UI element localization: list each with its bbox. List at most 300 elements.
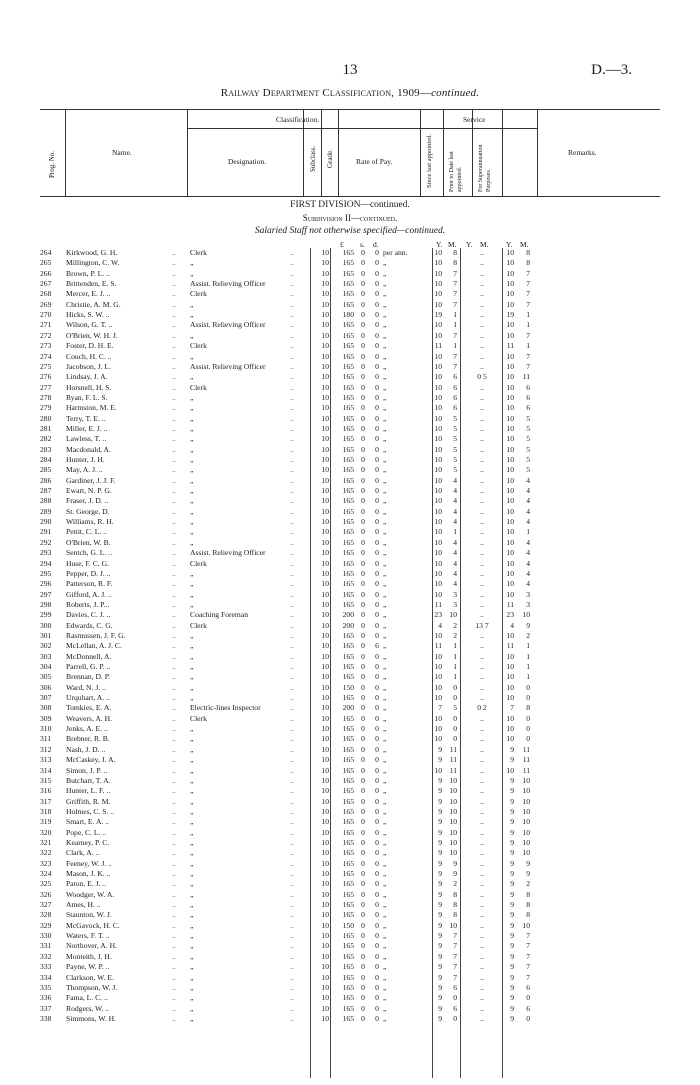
row-number: 298: [40, 599, 52, 609]
row-super-months: 5: [526, 413, 530, 423]
leader-dots: ..: [290, 951, 294, 961]
row-grade: 10: [321, 641, 329, 651]
row-pence: 0: [375, 548, 379, 558]
leader-dots: ..: [290, 796, 294, 806]
row-shillings: 0: [361, 900, 365, 910]
row-pounds: 165: [342, 879, 354, 889]
leader-dots: ..: [290, 630, 294, 640]
row-grade: 10: [321, 837, 329, 847]
row-number: 331: [40, 941, 52, 951]
row-period: „: [383, 320, 387, 330]
row-period: „: [383, 993, 387, 1003]
row-name: Thompson, W. J.: [66, 982, 118, 992]
row-since-months: 5: [453, 434, 457, 444]
row-super-years: 9: [510, 817, 514, 827]
row-pounds: 165: [342, 527, 354, 537]
row-pounds: 165: [342, 568, 354, 578]
row-grade: 10: [321, 320, 329, 330]
table-row: [0, 258, 700, 268]
row-name: McLellan, A. J. C.: [66, 641, 122, 651]
row-super-months: 1: [526, 672, 530, 682]
leader-dots: ..: [290, 982, 294, 992]
row-name: Mason, J. K. ..: [66, 869, 111, 878]
row-pounds: 165: [342, 289, 354, 299]
table-row: [0, 921, 700, 931]
row-super-years: 9: [510, 920, 514, 930]
row-super-years: 9: [510, 900, 514, 910]
leader-dots: ..: [172, 413, 176, 423]
row-pence: 0: [375, 827, 379, 837]
since-last-header: Since last appointed.: [426, 134, 433, 188]
row-since-years: 9: [438, 744, 442, 754]
row-super-years: 10: [506, 413, 514, 423]
row-number: 276: [40, 372, 52, 382]
row-pence: 0: [375, 310, 379, 320]
row-since-months: 4: [453, 537, 457, 547]
leader-dots: ..: [290, 900, 294, 910]
row-shillings: 0: [361, 361, 365, 371]
row-pence: 0: [375, 579, 379, 589]
row-prior: ..: [480, 693, 484, 703]
page-title: [0, 87, 700, 99]
row-pence: 0: [375, 693, 379, 703]
table-row: [0, 662, 700, 672]
row-super-years: 9: [510, 993, 514, 1003]
table-row: [0, 517, 700, 527]
leader-dots: ..: [172, 796, 176, 806]
row-period: „: [383, 455, 387, 464]
row-designation: „: [190, 517, 194, 527]
row-super-years: 9: [510, 982, 514, 992]
classification-header: Classification.: [276, 115, 320, 124]
row-super-years: 9: [510, 775, 514, 785]
row-since-months: 0: [453, 993, 457, 1003]
name-header: Name.: [112, 148, 132, 157]
row-pence: 0: [375, 1003, 379, 1013]
row-period: „: [383, 1003, 387, 1013]
row-super-months: 9: [526, 620, 530, 630]
row-pence: 0: [375, 423, 379, 433]
row-designation: „: [190, 392, 194, 402]
row-number: 291: [40, 527, 52, 537]
row-pence: 0: [375, 382, 379, 392]
row-prior: ..: [480, 879, 484, 889]
row-pence: 0: [375, 672, 379, 682]
row-pounds: 165: [342, 299, 354, 309]
row-since-months: 10: [449, 796, 457, 806]
row-prior: ..: [480, 475, 484, 485]
table-row: [0, 807, 700, 817]
row-prior: 0 2: [477, 703, 487, 713]
row-pence: 0: [375, 786, 379, 796]
row-pence: 0: [375, 320, 379, 330]
leader-dots: ..: [172, 972, 176, 982]
row-grade: 10: [321, 548, 329, 558]
row-pence: 0: [375, 455, 379, 464]
row-prior: ..: [480, 962, 484, 972]
row-super-months: 1: [526, 641, 530, 651]
row-designation: Clerk: [190, 382, 207, 392]
table-row: [0, 714, 700, 724]
leader-dots: ..: [290, 589, 294, 599]
row-super-years: 19: [506, 310, 514, 320]
row-since-years: 9: [438, 962, 442, 972]
row-name: Pope, C. L. ..: [66, 827, 107, 837]
row-grade: 10: [321, 765, 329, 775]
table-row: [0, 476, 700, 486]
row-grade: 10: [321, 568, 329, 578]
leader-dots: ..: [290, 392, 294, 402]
row-shillings: 0: [361, 320, 365, 330]
row-super-years: 10: [506, 568, 514, 578]
row-prior: ..: [480, 765, 484, 775]
row-pence: 0: [375, 537, 379, 547]
leader-dots: ..: [290, 558, 294, 568]
row-shillings: 0: [361, 423, 365, 433]
row-number: 308: [40, 703, 52, 713]
row-prior: ..: [480, 837, 484, 847]
row-grade: 10: [321, 900, 329, 910]
row-number: 322: [40, 848, 52, 858]
row-shillings: 0: [361, 889, 365, 899]
row-designation: „: [190, 599, 194, 609]
leader-dots: ..: [290, 775, 294, 785]
row-super-months: 11: [522, 755, 530, 765]
table-row: [0, 745, 700, 755]
row-super-months: 4: [526, 496, 530, 506]
table-row: [0, 962, 700, 972]
row-super-months: 3: [526, 599, 530, 609]
row-pounds: 165: [342, 268, 354, 278]
leader-dots: ..: [290, 672, 294, 682]
row-number: 268: [40, 289, 52, 299]
row-designation: Assist. Relieving Officer: [190, 361, 266, 371]
leader-dots: ..: [290, 537, 294, 547]
row-period: „: [383, 734, 387, 744]
unit-pence: d.: [373, 240, 379, 249]
table-row: [0, 703, 700, 713]
table-row: [0, 465, 700, 475]
row-name: Northover, A. H.: [66, 941, 117, 951]
row-since-months: 9: [453, 858, 457, 868]
row-pounds: 180: [342, 310, 354, 320]
leader-dots: ..: [172, 724, 176, 734]
row-designation: „: [190, 486, 194, 496]
leader-dots: ..: [290, 662, 294, 671]
row-designation: „: [190, 693, 194, 703]
row-pence: 0: [375, 982, 379, 992]
table-row: [0, 621, 700, 631]
leader-dots: ..: [290, 703, 294, 713]
row-designation: „: [190, 506, 194, 516]
row-number: 266: [40, 268, 52, 278]
row-pence: 0: [375, 330, 379, 340]
row-since-months: 7: [453, 299, 457, 309]
row-grade: 10: [321, 827, 329, 837]
row-super-months: 1: [526, 310, 530, 320]
row-designation: „: [190, 910, 194, 920]
row-name: Gifford, A. J. ..: [66, 589, 112, 599]
leader-dots: ..: [172, 310, 176, 320]
row-designation: Electric-lines Inspector: [190, 703, 261, 713]
row-shillings: 0: [361, 982, 365, 992]
row-shillings: 0: [361, 775, 365, 785]
row-pounds: 165: [342, 889, 354, 899]
row-period: „: [383, 372, 387, 382]
row-since-years: 10: [434, 434, 442, 444]
row-since-months: 11: [449, 765, 457, 775]
row-since-months: 1: [453, 341, 457, 351]
row-super-months: 11: [522, 372, 530, 382]
row-pence: 0: [375, 858, 379, 868]
row-super-years: 10: [506, 506, 514, 516]
row-grade: 10: [321, 796, 329, 806]
table-row: [0, 828, 700, 838]
row-super-years: 10: [506, 289, 514, 299]
table-row: [0, 600, 700, 610]
row-grade: 10: [321, 724, 329, 734]
leader-dots: ..: [290, 827, 294, 837]
row-name: Ames, H. ..: [66, 900, 101, 910]
row-period: „: [383, 693, 387, 703]
row-grade: 10: [321, 413, 329, 423]
row-since-months: 8: [453, 889, 457, 899]
unit-year-1: Y.: [436, 240, 443, 249]
row-super-months: 7: [526, 299, 530, 309]
row-since-years: 9: [438, 972, 442, 982]
row-since-months: 5: [453, 455, 457, 464]
row-designation: Assist. Relieving Officer: [190, 548, 266, 558]
row-name: Nash, J. D. ..: [66, 744, 106, 754]
row-since-years: 9: [438, 786, 442, 796]
row-shillings: 0: [361, 268, 365, 278]
row-pounds: 165: [342, 672, 354, 682]
row-name: May, A. J. ..: [66, 465, 103, 475]
row-designation: „: [190, 786, 194, 796]
row-since-years: 10: [434, 693, 442, 703]
leader-dots: ..: [290, 641, 294, 651]
row-prior: ..: [480, 496, 484, 506]
row-pence: 0: [375, 713, 379, 723]
row-pounds: 165: [342, 341, 354, 351]
row-prior: ..: [480, 268, 484, 278]
row-since-months: 4: [453, 548, 457, 558]
row-grade: 10: [321, 1013, 329, 1023]
row-grade: 10: [321, 496, 329, 506]
row-period: „: [383, 879, 387, 889]
row-pounds: 165: [342, 537, 354, 547]
row-grade: 10: [321, 910, 329, 920]
row-grade: 10: [321, 806, 329, 816]
row-name: Horsnell, H. S.: [66, 382, 112, 392]
row-pence: 0: [375, 993, 379, 1003]
row-grade: 10: [321, 299, 329, 309]
row-prior: ..: [480, 486, 484, 496]
row-period: „: [383, 475, 387, 485]
row-name: Ewart, N. P. G.: [66, 486, 112, 496]
row-shillings: 0: [361, 972, 365, 982]
row-super-years: 10: [506, 392, 514, 402]
row-super-months: 7: [526, 361, 530, 371]
row-pence: 0: [375, 734, 379, 744]
row-since-years: 19: [434, 310, 442, 320]
leader-dots: ..: [290, 423, 294, 433]
table-row: [0, 734, 700, 744]
row-since-months: 10: [449, 827, 457, 837]
row-since-months: 7: [453, 931, 457, 941]
row-name: Brittenden, E. S.: [66, 279, 117, 289]
row-prior: ..: [480, 506, 484, 516]
row-prior: ..: [480, 724, 484, 734]
row-super-years: 10: [506, 548, 514, 558]
row-designation: Clerk: [190, 558, 207, 568]
row-pence: 0: [375, 599, 379, 609]
row-designation: „: [190, 268, 194, 278]
row-since-months: 2: [453, 630, 457, 640]
row-name: Monteith, J. H.: [66, 951, 112, 961]
row-shillings: 0: [361, 755, 365, 765]
row-super-years: 10: [506, 724, 514, 734]
row-since-years: 10: [434, 361, 442, 371]
row-designation: Assist. Relieving Officer: [190, 320, 266, 330]
leader-dots: ..: [172, 910, 176, 920]
leader-dots: ..: [290, 527, 294, 537]
row-super-months: 1: [526, 341, 530, 351]
leader-dots: ..: [172, 361, 176, 371]
row-period: „: [383, 1013, 387, 1023]
row-period: „: [383, 496, 387, 506]
leader-dots: ..: [290, 734, 294, 744]
row-since-months: 6: [453, 392, 457, 402]
row-since-years: 7: [438, 703, 442, 713]
row-prior: ..: [480, 951, 484, 961]
row-super-years: 10: [506, 537, 514, 547]
row-since-months: 5: [453, 413, 457, 423]
leader-dots: ..: [172, 372, 176, 382]
row-super-months: 7: [526, 289, 530, 299]
row-period: „: [383, 403, 387, 413]
leader-dots: ..: [290, 330, 294, 340]
row-grade: 10: [321, 248, 329, 257]
row-name: Griffith, R. M.: [66, 796, 111, 806]
row-super-years: 9: [510, 837, 514, 847]
row-super-months: 10: [522, 796, 530, 806]
row-name: Parrell, G. P. ..: [66, 662, 111, 671]
prior-to-date-header: Prior to Date last appointed.: [449, 151, 463, 192]
row-since-months: 6: [453, 372, 457, 382]
row-since-months: 0: [453, 713, 457, 723]
row-shillings: 0: [361, 548, 365, 558]
row-pounds: 165: [342, 589, 354, 599]
row-super-years: 10: [506, 496, 514, 506]
row-since-years: 10: [434, 517, 442, 527]
leader-dots: ..: [290, 568, 294, 578]
row-since-years: 9: [438, 951, 442, 961]
row-super-months: 0: [526, 682, 530, 692]
row-designation: „: [190, 351, 194, 361]
row-number: 279: [40, 403, 52, 413]
row-designation: „: [190, 817, 194, 827]
row-pounds: 165: [342, 434, 354, 444]
leader-dots: ..: [172, 765, 176, 775]
row-shillings: 0: [361, 579, 365, 589]
row-prior: ..: [480, 744, 484, 754]
row-period: „: [383, 703, 387, 713]
leader-dots: ..: [290, 320, 294, 330]
row-number: 316: [40, 786, 52, 796]
row-period: „: [383, 713, 387, 723]
row-since-months: 9: [453, 869, 457, 878]
row-pence: 0: [375, 299, 379, 309]
row-since-years: 10: [434, 630, 442, 640]
leader-dots: ..: [172, 1003, 176, 1013]
row-super-years: 10: [506, 589, 514, 599]
row-since-months: 10: [449, 837, 457, 847]
leader-dots: ..: [290, 465, 294, 475]
row-name: Holmes, C. S. ..: [66, 806, 115, 816]
row-designation: „: [190, 630, 194, 640]
row-pence: 0: [375, 765, 379, 775]
leader-dots: ..: [172, 351, 176, 361]
row-pence: 0: [375, 931, 379, 941]
row-period: „: [383, 506, 387, 516]
row-super-months: 4: [526, 537, 530, 547]
row-super-years: 9: [510, 931, 514, 941]
row-since-months: 4: [453, 568, 457, 578]
row-pounds: 165: [342, 786, 354, 796]
row-period: „: [383, 941, 387, 951]
row-number: 293: [40, 548, 52, 558]
row-grade: 10: [321, 579, 329, 589]
row-shillings: 0: [361, 693, 365, 703]
row-shillings: 0: [361, 993, 365, 1003]
row-grade: 10: [321, 962, 329, 972]
row-prior: ..: [480, 537, 484, 547]
leader-dots: ..: [172, 630, 176, 640]
division-heading: FIRST DIVISION—continued.: [290, 200, 410, 210]
leader-dots: ..: [172, 920, 176, 930]
row-period: „: [383, 341, 387, 351]
row-pounds: 165: [342, 982, 354, 992]
row-since-years: 10: [434, 568, 442, 578]
row-period: „: [383, 351, 387, 361]
row-pounds: 165: [342, 931, 354, 941]
row-number: 319: [40, 817, 52, 827]
row-prior: ..: [480, 641, 484, 651]
row-grade: 10: [321, 537, 329, 547]
row-super-years: 10: [506, 558, 514, 568]
row-prior: ..: [480, 920, 484, 930]
row-designation: „: [190, 496, 194, 506]
row-pounds: 165: [342, 496, 354, 506]
row-super-years: 10: [506, 279, 514, 289]
row-period: „: [383, 258, 387, 268]
leader-dots: ..: [290, 1003, 294, 1013]
leader-dots: ..: [290, 724, 294, 734]
row-number: 337: [40, 1003, 52, 1013]
row-since-years: 11: [434, 599, 442, 609]
row-grade: 10: [321, 744, 329, 754]
table-row: [0, 341, 700, 351]
row-pence: 0: [375, 506, 379, 516]
row-prior: ..: [480, 786, 484, 796]
row-since-years: 9: [438, 837, 442, 847]
row-designation: „: [190, 1003, 194, 1013]
row-name: Williams, R. H.: [66, 517, 114, 527]
leader-dots: ..: [172, 299, 176, 309]
row-since-months: 1: [453, 310, 457, 320]
row-super-years: 10: [506, 382, 514, 392]
